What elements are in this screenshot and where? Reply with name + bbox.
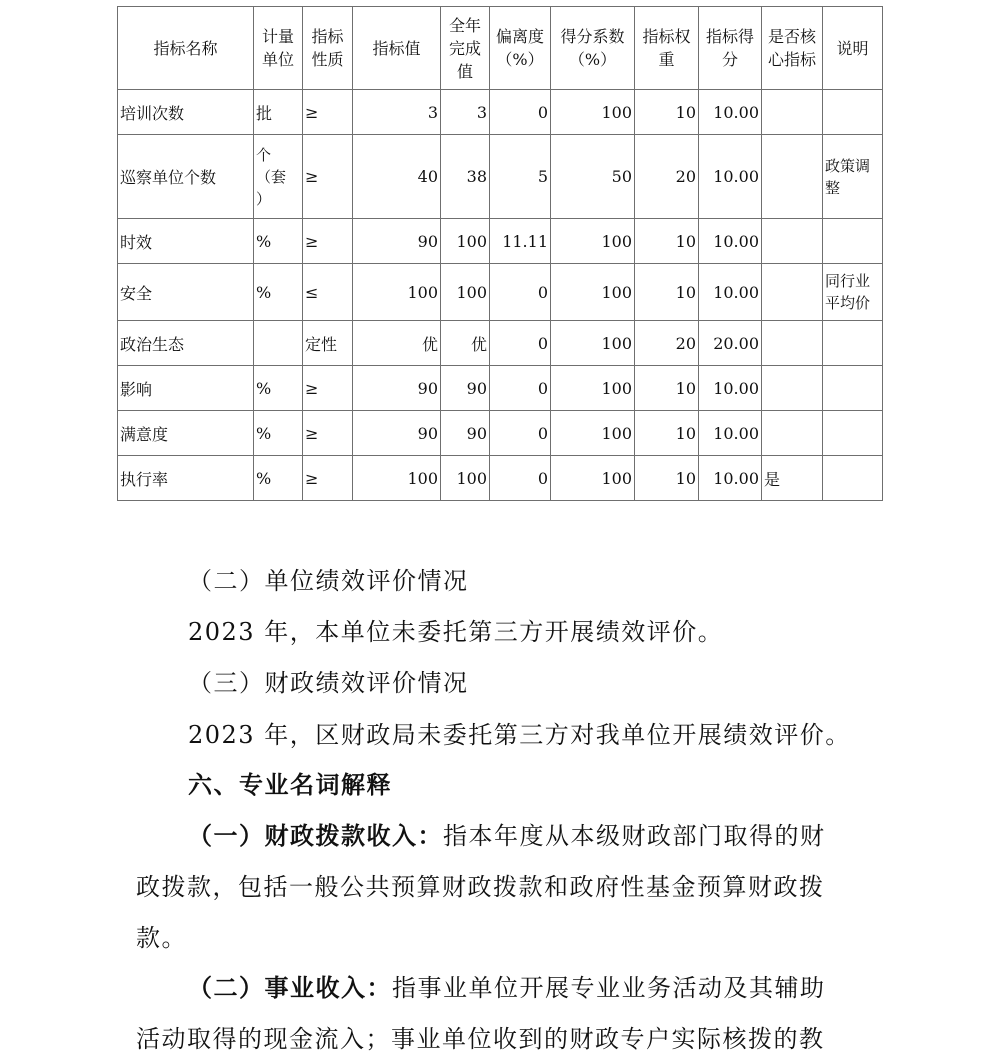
table-row xyxy=(118,135,883,219)
target-cell: 100 xyxy=(353,456,441,501)
unit-text: % xyxy=(256,468,272,488)
header-cell xyxy=(762,7,823,90)
target-cell: 3 xyxy=(353,90,441,135)
header-text: 得分系数 xyxy=(560,27,625,46)
target-cell: 90 xyxy=(353,219,441,264)
core-cell xyxy=(762,264,823,321)
name-cell: 满意度 xyxy=(118,411,254,456)
unit-cell xyxy=(254,90,303,135)
nature-cell: ≤ xyxy=(303,264,353,321)
unit-eval-heading: （二）单位绩效评价情况 xyxy=(188,567,469,595)
deviation-cell: 0 xyxy=(490,264,551,321)
term2-label: （二）事业收入： xyxy=(188,973,392,1002)
coefficient-cell: 100 xyxy=(551,90,635,135)
term1-first-line xyxy=(188,821,826,851)
unit-text: 个 xyxy=(256,145,272,164)
nature-cell: ≥ xyxy=(303,456,353,501)
coefficient-cell: 100 xyxy=(551,366,635,411)
deviation-cell: 0 xyxy=(490,411,551,456)
nature-cell: ≥ xyxy=(303,219,353,264)
weight-cell: 10 xyxy=(635,90,699,135)
coefficient-cell: 100 xyxy=(551,321,635,366)
actual-cell: 优 xyxy=(441,321,490,366)
table-row xyxy=(118,456,883,501)
name-cell: 时效 xyxy=(118,219,254,264)
core-cell xyxy=(762,411,823,456)
deviation-cell: 5 xyxy=(490,135,551,219)
unit-text: % xyxy=(256,231,272,251)
weight-cell: 10 xyxy=(635,456,699,501)
header-cell xyxy=(551,7,635,90)
header-text: 完成 xyxy=(448,38,481,58)
core-cell: 是 xyxy=(762,456,823,501)
note-text: 政策调 xyxy=(825,156,871,175)
header-text: 偏离度 xyxy=(495,27,544,46)
note-cell xyxy=(823,321,883,366)
name-cell: 执行率 xyxy=(118,456,254,501)
header-cell xyxy=(823,7,883,90)
nature-cell: ≥ xyxy=(303,366,353,411)
deviation-cell: 0 xyxy=(490,456,551,501)
name-cell: 巡察单位个数 xyxy=(118,135,254,219)
score-cell: 20.00 xyxy=(699,321,762,366)
unit-cell xyxy=(254,321,303,366)
actual-cell: 90 xyxy=(441,366,490,411)
unit-eval-text: 2023 年，本单位未委托第三方开展绩效评价。 xyxy=(188,618,724,646)
core-cell xyxy=(762,366,823,411)
header-cell xyxy=(254,7,303,90)
table-row xyxy=(118,411,883,456)
weight-cell: 20 xyxy=(635,321,699,366)
core-cell xyxy=(762,321,823,366)
header-text: （%） xyxy=(496,50,544,69)
unit-cell xyxy=(254,366,303,411)
core-cell xyxy=(762,135,823,219)
name-cell: 政治生态 xyxy=(118,321,254,366)
weight-cell: 10 xyxy=(635,219,699,264)
actual-cell: 100 xyxy=(441,219,490,264)
note-text: 整 xyxy=(825,178,841,197)
score-cell: 10.00 xyxy=(699,366,762,411)
header-text: 全年 xyxy=(448,15,481,35)
unit-text: % xyxy=(256,423,272,443)
coefficient-cell: 100 xyxy=(551,456,635,501)
unit-text: 批 xyxy=(256,103,273,123)
core-cell xyxy=(762,219,823,264)
term1-text-1: 指本年度从本级财政部门取得的财 xyxy=(443,822,826,850)
header-cell xyxy=(441,7,490,90)
score-cell: 10.00 xyxy=(699,90,762,135)
header-cell xyxy=(490,7,551,90)
table-body xyxy=(118,90,883,501)
target-cell: 优 xyxy=(353,321,441,366)
note-cell xyxy=(823,366,883,411)
core-cell xyxy=(762,90,823,135)
actual-cell: 100 xyxy=(441,456,490,501)
target-cell: 90 xyxy=(353,411,441,456)
score-cell: 10.00 xyxy=(699,411,762,456)
header-text: 值 xyxy=(456,61,473,81)
weight-cell: 10 xyxy=(635,366,699,411)
score-cell: 10.00 xyxy=(699,135,762,219)
header-text: 指标 xyxy=(311,27,344,46)
header-text: 指标得 xyxy=(705,27,754,46)
deviation-cell: 0 xyxy=(490,321,551,366)
name-cell: 培训次数 xyxy=(118,90,254,135)
unit-text: （套 xyxy=(256,167,287,186)
term1-text-3: 款。 xyxy=(136,924,187,952)
weight-cell: 10 xyxy=(635,411,699,456)
term2-first-line xyxy=(188,973,826,1003)
table-row xyxy=(118,264,883,321)
note-cell xyxy=(823,219,883,264)
note-cell xyxy=(823,411,883,456)
unit-text: % xyxy=(256,282,272,302)
unit-text: ） xyxy=(256,189,272,208)
score-cell: 10.00 xyxy=(699,456,762,501)
deviation-cell: 11.11 xyxy=(490,219,551,264)
note-cell xyxy=(823,135,883,219)
header-text: 分 xyxy=(721,50,738,69)
note-cell xyxy=(823,264,883,321)
header-cell xyxy=(118,7,254,90)
table-row xyxy=(118,321,883,366)
term2-text-1: 指事业单位开展专业业务活动及其辅助 xyxy=(392,974,826,1002)
unit-cell xyxy=(254,135,303,219)
weight-cell: 20 xyxy=(635,135,699,219)
header-cell xyxy=(353,7,441,90)
header-cell xyxy=(699,7,762,90)
term2-text-2: 活动取得的现金流入；事业单位收到的财政专户实际核拨的教 xyxy=(136,1025,825,1053)
header-text: 指标名称 xyxy=(153,38,218,58)
header-text: 指标值 xyxy=(372,38,421,58)
performance-metrics-table xyxy=(117,6,883,501)
target-cell: 90 xyxy=(353,366,441,411)
weight-cell: 10 xyxy=(635,264,699,321)
finance-eval-heading: （三）财政绩效评价情况 xyxy=(188,669,469,697)
note-text: 同行业 xyxy=(825,272,871,290)
actual-cell: 100 xyxy=(441,264,490,321)
header-cell xyxy=(303,7,353,90)
coefficient-cell: 50 xyxy=(551,135,635,219)
coefficient-cell: 100 xyxy=(551,219,635,264)
target-cell: 40 xyxy=(353,135,441,219)
unit-cell xyxy=(254,219,303,264)
note-text: 平均价 xyxy=(825,294,871,312)
nature-cell: ≥ xyxy=(303,90,353,135)
note-cell xyxy=(823,90,883,135)
nature-cell: ≥ xyxy=(303,411,353,456)
header-text: （%） xyxy=(568,50,617,69)
glossary-heading: 六、专业名词解释 xyxy=(188,770,392,799)
header-text: 说明 xyxy=(836,38,869,58)
nature-cell: ≥ xyxy=(303,135,353,219)
unit-cell xyxy=(254,456,303,501)
header-text: 单位 xyxy=(261,50,294,69)
deviation-cell: 0 xyxy=(490,366,551,411)
header-text: 心指标 xyxy=(767,50,816,69)
coefficient-cell: 100 xyxy=(551,411,635,456)
term1-text-2: 政拨款，包括一般公共预算财政拨款和政府性基金预算财政拨 xyxy=(136,873,825,901)
actual-cell: 3 xyxy=(441,90,490,135)
table-row xyxy=(118,366,883,411)
score-cell: 10.00 xyxy=(699,219,762,264)
header-text: 重 xyxy=(658,50,675,69)
note-cell xyxy=(823,456,883,501)
header-text: 是否核 xyxy=(767,27,816,46)
name-cell: 安全 xyxy=(118,264,254,321)
unit-cell xyxy=(254,264,303,321)
target-cell: 100 xyxy=(353,264,441,321)
name-cell: 影响 xyxy=(118,366,254,411)
table-row xyxy=(118,219,883,264)
unit-text: % xyxy=(256,378,272,398)
header-text: 指标权 xyxy=(642,27,691,46)
header-cell xyxy=(635,7,699,90)
actual-cell: 90 xyxy=(441,411,490,456)
header-text: 性质 xyxy=(311,50,344,69)
actual-cell: 38 xyxy=(441,135,490,219)
deviation-cell: 0 xyxy=(490,90,551,135)
finance-eval-text: 2023 年，区财政局未委托第三方对我单位开展绩效评价。 xyxy=(188,721,851,749)
score-cell: 10.00 xyxy=(699,264,762,321)
header-text: 计量 xyxy=(261,27,294,46)
term1-label: （一）财政拨款收入： xyxy=(188,821,443,850)
table-row xyxy=(118,90,883,135)
unit-cell xyxy=(254,411,303,456)
table-header-row xyxy=(118,7,883,90)
nature-cell: 定性 xyxy=(303,321,353,366)
coefficient-cell: 100 xyxy=(551,264,635,321)
